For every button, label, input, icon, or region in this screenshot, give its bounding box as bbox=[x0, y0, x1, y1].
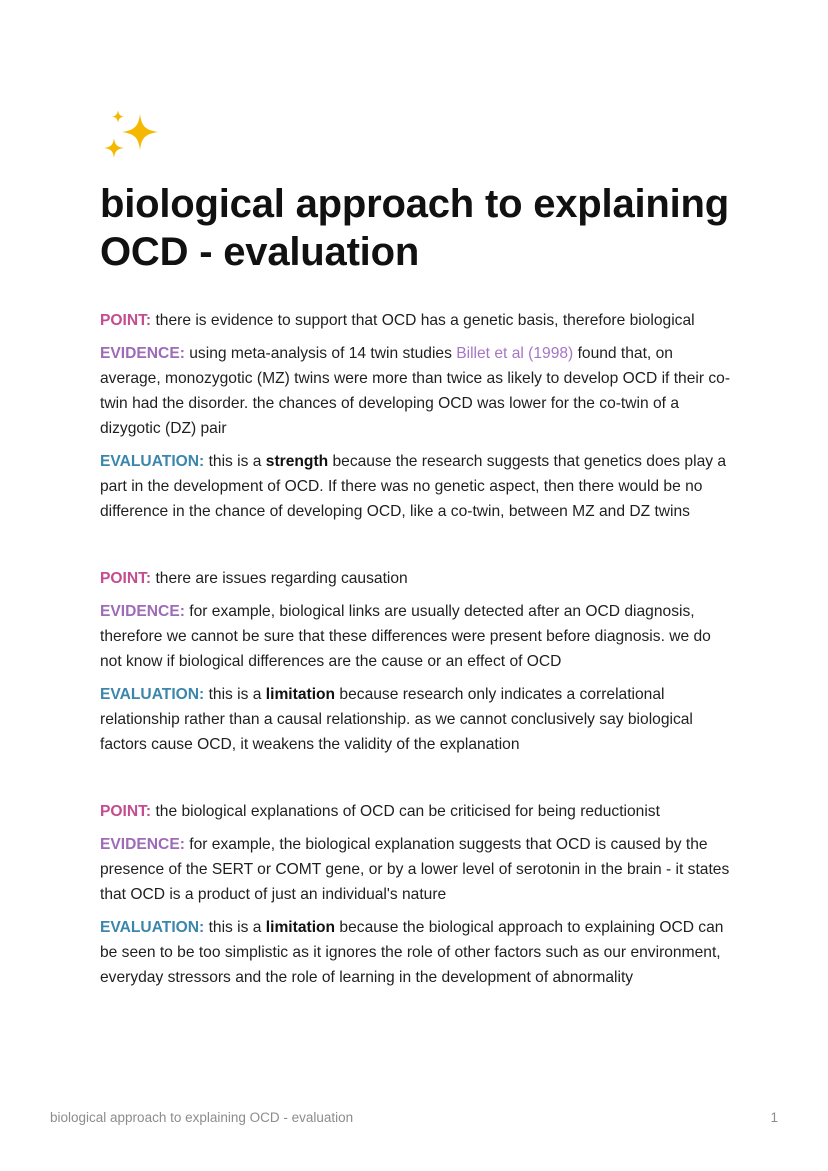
evidence-text: using meta-analysis of 14 twin studies bbox=[184, 345, 457, 362]
evidence-paragraph bbox=[100, 341, 732, 441]
point-label: POINT: bbox=[100, 312, 152, 329]
point-label: POINT: bbox=[100, 570, 152, 587]
page-title: biological approach to explaining OCD - evaluation bbox=[100, 182, 730, 274]
evidence-text: for example, the biological explanation suggests that OCD is caused by the presence of the SERT or COMT gene, or by a lower level of serotonin in the brain - it states that OCD is a product of just an individual's nature bbox=[100, 836, 730, 903]
evaluation-verdict: limitation bbox=[265, 686, 336, 703]
section-reductionist bbox=[100, 799, 732, 990]
evaluation-text: this is a bbox=[204, 686, 266, 703]
evaluation-label: EVALUATION: bbox=[100, 919, 205, 936]
evaluation-text-continued: because the research suggests that genetics does play a part in the development of OCD. If there was no genetic aspect, then there would be no difference in the chance of developing OCD, like a co-twin, between MZ and DZ twins bbox=[100, 453, 727, 520]
evaluation-verdict: strength bbox=[265, 453, 329, 470]
evidence-label: EVIDENCE: bbox=[100, 345, 185, 362]
evidence-text: for example, biological links are usually detected after an OCD diagnosis, therefore we cannot be sure that these differences were present before diagnosis. we do not know if biological differences are the cause or an effect of OCD bbox=[100, 603, 711, 670]
evaluation-text-continued: because the biological approach to explaining OCD can be seen to be too simplistic as it ignores the role of other factors such as our environment, everyday stressors and the role of learning in the development of abnormality bbox=[100, 919, 724, 986]
section-causation bbox=[100, 566, 732, 757]
point-text: there is evidence to support that OCD has a genetic basis, therefore biological bbox=[151, 312, 695, 329]
evaluation-paragraph bbox=[100, 915, 732, 990]
evaluation-paragraph bbox=[100, 682, 732, 757]
point-paragraph bbox=[100, 799, 732, 824]
point-paragraph bbox=[100, 566, 732, 591]
sparkles-icon bbox=[100, 104, 164, 166]
sections bbox=[100, 308, 732, 990]
point-label: POINT: bbox=[100, 803, 152, 820]
evaluation-text-continued: because research only indicates a correlational relationship rather than a causal relationship. as we cannot conclusively say biological factors cause OCD, it weakens the validity of the explanation bbox=[100, 686, 693, 753]
evaluation-label: EVALUATION: bbox=[100, 686, 205, 703]
evaluation-label: EVALUATION: bbox=[100, 453, 205, 470]
evidence-paragraph bbox=[100, 599, 732, 674]
citation-link[interactable]: Billet et al (1998) bbox=[456, 345, 574, 362]
evidence-text-continued: found that, on average, monozygotic (MZ) twins were more than twice as likely to develop OCD if their co-twin had the disorder. the chances of developing OCD was lower for the co-twin of a dizygotic (DZ) pair bbox=[100, 345, 731, 437]
evidence-paragraph bbox=[100, 832, 732, 907]
evaluation-text: this is a bbox=[204, 919, 266, 936]
page-content bbox=[100, 104, 732, 1032]
point-paragraph bbox=[100, 308, 732, 333]
section-genetic-basis bbox=[100, 308, 732, 524]
point-text: the biological explanations of OCD can be criticised for being reductionist bbox=[151, 803, 660, 820]
evaluation-verdict: limitation bbox=[265, 919, 336, 936]
evaluation-paragraph bbox=[100, 449, 732, 524]
evaluation-text: this is a bbox=[204, 453, 266, 470]
page-number: 1 bbox=[770, 1110, 778, 1125]
point-text: there are issues regarding causation bbox=[151, 570, 408, 587]
footer-title: biological approach to explaining OCD - evaluation bbox=[50, 1110, 354, 1125]
evidence-label: EVIDENCE: bbox=[100, 836, 185, 853]
evidence-label: EVIDENCE: bbox=[100, 603, 185, 620]
